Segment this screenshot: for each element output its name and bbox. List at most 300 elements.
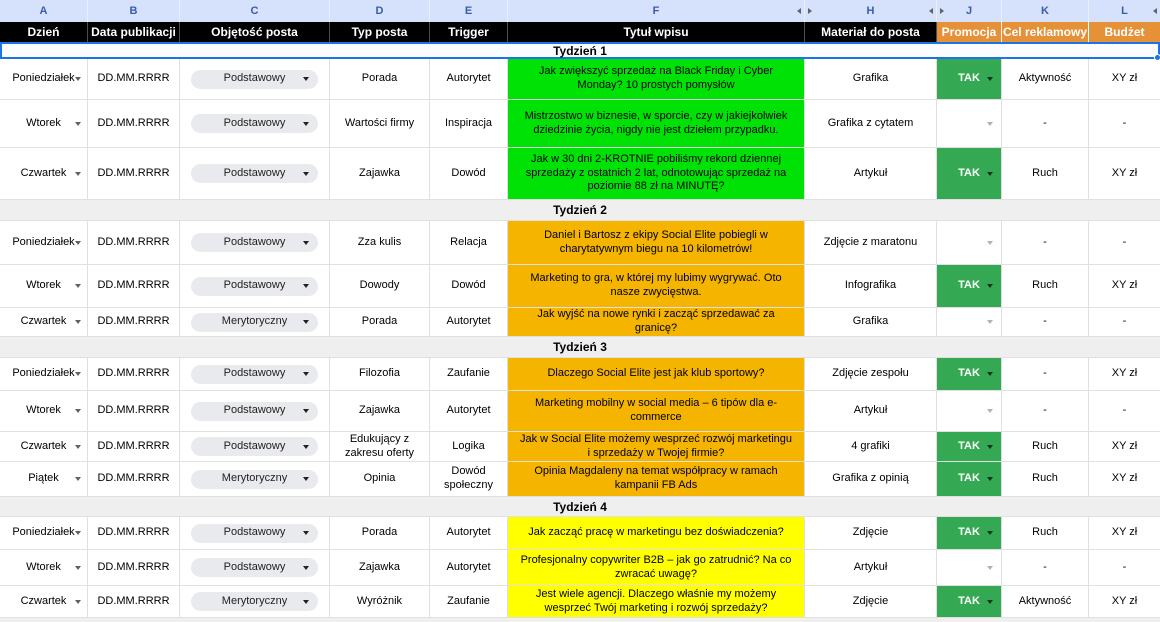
budget-cell[interactable] — [1089, 221, 1160, 265]
header-post-volume[interactable]: Objętość posta — [180, 22, 330, 42]
material-label: Grafika z opinią — [832, 472, 909, 485]
column-header-k[interactable] — [1002, 0, 1089, 22]
ad-goal-cell[interactable] — [1002, 517, 1089, 550]
trigger-cell[interactable] — [430, 517, 508, 550]
column-letters-row — [0, 0, 1160, 22]
material-cell[interactable] — [805, 462, 937, 497]
day-cell[interactable] — [0, 586, 88, 618]
date-cell[interactable] — [88, 59, 180, 100]
post-type-cell[interactable] — [330, 432, 430, 462]
column-header-e[interactable] — [430, 0, 508, 22]
volume-dropdown-label: Merytoryczny — [221, 472, 288, 485]
date-label: DD.MM.RRRR — [97, 315, 170, 328]
table-row — [0, 517, 1160, 550]
day-cell[interactable] — [0, 462, 88, 497]
table-row — [0, 100, 1160, 148]
date-cell[interactable] — [88, 358, 180, 391]
day-cell[interactable] — [0, 59, 88, 100]
post-type-cell[interactable] — [330, 391, 430, 432]
promotion-cell[interactable] — [937, 517, 1002, 550]
ad-goal-label: - — [1043, 367, 1047, 380]
budget-cell[interactable] — [1089, 358, 1160, 391]
post-type-label: Zajawka — [359, 166, 400, 179]
day-cell[interactable] — [0, 550, 88, 586]
post-title-text: Profesjonalny copywriter B2B – jak go zatrudnić? Na co zwracać uwagę? — [520, 553, 792, 580]
trigger-cell[interactable] — [430, 265, 508, 308]
post-type-cell[interactable] — [330, 221, 430, 265]
column-letter: C — [250, 5, 259, 17]
post-title-text: Dlaczego Social Elite jest jak klub sportowy? — [547, 367, 765, 380]
post-title-cell[interactable] — [508, 550, 805, 586]
chevron-down-icon[interactable] — [987, 241, 993, 245]
week-band-label: Tydzień 4 — [553, 499, 607, 514]
week-band-label: Tydzień 2 — [553, 203, 607, 217]
column-header-f[interactable] — [508, 0, 805, 22]
material-cell[interactable] — [805, 100, 937, 148]
chevron-down-icon[interactable] — [75, 241, 81, 245]
volume-dropdown[interactable] — [191, 558, 318, 577]
chevron-down-icon[interactable] — [75, 122, 81, 126]
post-type-cell[interactable] — [330, 462, 430, 497]
post-title-cell[interactable] — [508, 462, 805, 497]
column-letter: H — [866, 5, 875, 17]
header-ad-goal[interactable]: Cel reklamowy — [1002, 22, 1089, 42]
material-cell[interactable] — [805, 358, 937, 391]
ad-goal-cell[interactable] — [1002, 586, 1089, 618]
day-cell[interactable] — [0, 358, 88, 391]
volume-cell[interactable] — [180, 462, 330, 497]
promotion-cell[interactable] — [937, 59, 1002, 100]
day-cell[interactable] — [0, 148, 88, 200]
promotion-cell[interactable] — [937, 586, 1002, 618]
hidden-column-indicator-icon[interactable] — [929, 8, 933, 14]
ad-goal-cell[interactable] — [1002, 432, 1089, 462]
date-label: DD.MM.RRRR — [97, 279, 170, 292]
date-cell[interactable] — [88, 100, 180, 148]
post-type-label: Wyróżnik — [356, 594, 403, 607]
post-type-label: Zza kulis — [357, 235, 402, 248]
day-cell[interactable] — [0, 432, 88, 462]
material-cell[interactable] — [805, 308, 937, 337]
date-label: DD.MM.RRRR — [97, 439, 170, 452]
table-row — [0, 148, 1160, 200]
trigger-label: Dowód — [451, 166, 486, 179]
header-budget[interactable]: Budżet — [1089, 22, 1160, 42]
chevron-down-icon[interactable] — [987, 566, 993, 570]
promotion-cell[interactable] — [937, 432, 1002, 462]
trigger-cell[interactable] — [430, 308, 508, 337]
material-cell[interactable] — [805, 432, 937, 462]
budget-label: - — [1122, 235, 1127, 248]
volume-dropdown-label: Podstawowy — [223, 72, 286, 85]
volume-dropdown[interactable] — [191, 402, 318, 421]
volume-cell[interactable] — [180, 59, 330, 100]
column-header-j[interactable] — [937, 0, 1002, 22]
chevron-down-icon[interactable] — [75, 409, 81, 413]
chevron-down-icon[interactable] — [75, 477, 81, 481]
date-label: DD.MM.RRRR — [97, 560, 170, 573]
header-trigger[interactable]: Trigger — [430, 22, 508, 42]
post-type-cell[interactable] — [330, 265, 430, 308]
ad-goal-label: Ruch — [1032, 472, 1058, 485]
table-row — [0, 432, 1160, 462]
volume-cell[interactable] — [180, 148, 330, 200]
volume-cell[interactable] — [180, 308, 330, 337]
chevron-down-icon[interactable] — [987, 531, 993, 535]
day-label: Poniedziałek — [12, 235, 75, 248]
post-type-label: Opinia — [363, 472, 396, 485]
ad-goal-cell[interactable] — [1002, 462, 1089, 497]
material-label: Artykuł — [853, 166, 888, 179]
trigger-label: Logika — [452, 439, 485, 452]
post-title-cell[interactable] — [508, 59, 805, 100]
promotion-cell[interactable] — [937, 148, 1002, 200]
post-type-cell[interactable] — [330, 586, 430, 618]
trigger-label: Zaufanie — [447, 594, 490, 607]
volume-cell[interactable] — [180, 265, 330, 308]
ad-goal-cell[interactable] — [1002, 550, 1089, 586]
volume-cell[interactable] — [180, 517, 330, 550]
table-row — [0, 550, 1160, 586]
ad-goal-cell[interactable] — [1002, 265, 1089, 308]
chevron-down-icon[interactable] — [75, 445, 81, 449]
volume-cell[interactable] — [180, 550, 330, 586]
header-promotion[interactable]: Promocja — [937, 22, 1002, 42]
material-label: Zdjęcie z maratonu — [823, 235, 918, 248]
budget-cell[interactable] — [1089, 550, 1160, 586]
day-label: Poniedziałek — [12, 367, 75, 380]
chevron-down-icon[interactable] — [987, 600, 993, 604]
promotion-cell[interactable] — [937, 550, 1002, 586]
volume-dropdown[interactable] — [191, 313, 318, 332]
chevron-down-icon[interactable] — [75, 531, 81, 535]
hidden-column-indicator-icon[interactable] — [940, 8, 944, 14]
promotion-label: TAK — [958, 594, 980, 607]
table-row — [0, 59, 1160, 100]
budget-cell[interactable] — [1089, 148, 1160, 200]
ad-goal-cell[interactable] — [1002, 358, 1089, 391]
material-label: Grafika — [852, 72, 889, 85]
chevron-down-icon[interactable] — [987, 172, 993, 176]
selection-fill-handle[interactable] — [1154, 54, 1160, 61]
material-label: Artykuł — [853, 560, 888, 573]
date-cell[interactable] — [88, 221, 180, 265]
post-title-cell[interactable] — [508, 517, 805, 550]
column-letter: A — [39, 5, 48, 17]
ad-goal-label: Ruch — [1032, 279, 1058, 292]
day-cell[interactable] — [0, 308, 88, 337]
post-title-cell[interactable] — [508, 391, 805, 432]
post-type-label: Wartości firmy — [344, 116, 415, 129]
date-label: DD.MM.RRRR — [97, 404, 170, 417]
budget-label: - — [1122, 315, 1127, 328]
weeks-container — [0, 42, 1160, 622]
trigger-label: Autorytet — [446, 315, 491, 328]
header-day[interactable]: Dzień — [0, 22, 88, 42]
trigger-cell[interactable] — [430, 586, 508, 618]
day-cell[interactable] — [0, 221, 88, 265]
day-label: Wtorek — [26, 560, 61, 573]
post-title-cell[interactable] — [508, 586, 805, 618]
chevron-down-icon[interactable] — [987, 372, 993, 376]
column-header-b[interactable] — [88, 0, 180, 22]
header-post-material[interactable]: Materiał do posta — [805, 22, 937, 42]
column-letter: K — [1041, 5, 1049, 17]
post-title-cell[interactable] — [508, 358, 805, 391]
volume-cell[interactable] — [180, 432, 330, 462]
week-band-row[interactable] — [0, 200, 1160, 221]
trigger-cell[interactable] — [430, 148, 508, 200]
date-label: DD.MM.RRRR — [97, 235, 170, 248]
chevron-down-icon[interactable] — [987, 77, 993, 81]
day-cell[interactable] — [0, 517, 88, 550]
date-cell[interactable] — [88, 265, 180, 308]
date-label: DD.MM.RRRR — [97, 72, 170, 85]
trigger-label: Autorytet — [446, 404, 491, 417]
material-label: Grafika z cytatem — [827, 116, 914, 129]
date-cell[interactable] — [88, 517, 180, 550]
volume-cell[interactable] — [180, 358, 330, 391]
budget-label: XY zł — [1111, 526, 1138, 539]
chevron-down-icon[interactable] — [75, 172, 81, 176]
week-band-row[interactable] — [0, 497, 1160, 517]
volume-dropdown[interactable] — [191, 437, 318, 456]
day-label: Piątek — [28, 472, 59, 485]
chevron-down-icon — [303, 409, 309, 413]
trigger-label: Dowód — [451, 279, 486, 292]
date-cell[interactable] — [88, 148, 180, 200]
post-title-text: Jest wiele agencji. Dlaczego właśnie my możemy wesprzeć Twój marketing i rozwój sprzedaży? — [535, 587, 777, 614]
chevron-down-icon[interactable] — [987, 284, 993, 288]
volume-dropdown[interactable] — [191, 70, 318, 89]
chevron-down-icon[interactable] — [75, 284, 81, 288]
date-cell[interactable] — [88, 432, 180, 462]
ad-goal-cell[interactable] — [1002, 148, 1089, 200]
volume-dropdown[interactable] — [191, 592, 318, 611]
chevron-down-icon — [303, 241, 309, 245]
day-label: Wtorek — [26, 404, 61, 417]
chevron-down-icon[interactable] — [75, 600, 81, 604]
volume-cell[interactable] — [180, 586, 330, 618]
post-title-text: Mistrzostwo w biznesie, w sporcie, czy w jakiejkolwiek dziedzinie życia, nigdy nie jest dziełem przypadku. — [524, 109, 788, 136]
post-type-cell[interactable] — [330, 550, 430, 586]
hidden-column-indicator-icon[interactable] — [808, 8, 812, 14]
table-row — [0, 358, 1160, 391]
post-type-label: Zajawka — [359, 560, 400, 573]
material-cell[interactable] — [805, 586, 937, 618]
volume-dropdown[interactable] — [191, 365, 318, 384]
day-label: Poniedziałek — [12, 526, 75, 539]
post-title-cell[interactable] — [508, 148, 805, 200]
volume-dropdown-label: Podstawowy — [223, 560, 286, 573]
chevron-down-icon[interactable] — [987, 445, 993, 449]
week-band-row[interactable] — [0, 337, 1160, 358]
chevron-down-icon — [303, 320, 309, 324]
chevron-down-icon[interactable] — [987, 477, 993, 481]
ad-goal-cell[interactable] — [1002, 221, 1089, 265]
chevron-down-icon — [303, 531, 309, 535]
post-title-text: Jak zwiększyć sprzedaż na Black Friday i Cyber Monday? 10 prostych pomysłów — [538, 65, 774, 91]
material-cell[interactable] — [805, 265, 937, 308]
hidden-column-indicator-icon[interactable] — [1153, 8, 1157, 14]
budget-label: XY zł — [1111, 594, 1138, 607]
volume-cell[interactable] — [180, 100, 330, 148]
budget-cell[interactable] — [1089, 59, 1160, 100]
promotion-cell[interactable] — [937, 221, 1002, 265]
promotion-label: TAK — [958, 279, 980, 292]
post-title-cell[interactable] — [508, 221, 805, 265]
date-cell[interactable] — [88, 550, 180, 586]
trigger-cell[interactable] — [430, 462, 508, 497]
chevron-down-icon[interactable] — [987, 122, 993, 126]
date-cell[interactable] — [88, 462, 180, 497]
column-letter: D — [375, 5, 384, 17]
budget-cell[interactable] — [1089, 462, 1160, 497]
header-publish-date[interactable]: Data publikacji — [88, 22, 180, 42]
material-cell[interactable] — [805, 517, 937, 550]
post-title-text: Jak w 30 dni 2-KROTNIE pobiliśmy rekord dziennej sprzedaży z ostatnich 2 lat, odnotowując sprzedaż na poziomie 88 zł na MINUTĘ? — [525, 152, 787, 193]
volume-dropdown[interactable] — [191, 470, 318, 489]
date-cell[interactable] — [88, 391, 180, 432]
date-cell[interactable] — [88, 586, 180, 618]
budget-label: XY zł — [1111, 72, 1138, 85]
promotion-cell[interactable] — [937, 100, 1002, 148]
date-label: DD.MM.RRRR — [97, 594, 170, 607]
header-post-type[interactable]: Typ posta — [330, 22, 430, 42]
column-header-a[interactable] — [0, 0, 88, 22]
chevron-down-icon[interactable] — [987, 409, 993, 413]
chevron-down-icon — [303, 372, 309, 376]
promotion-cell[interactable] — [937, 358, 1002, 391]
volume-dropdown[interactable] — [191, 277, 318, 296]
column-header-c[interactable] — [180, 0, 330, 22]
volume-dropdown-label: Merytoryczny — [221, 315, 288, 328]
post-title-cell[interactable] — [508, 432, 805, 462]
next-week-band-partial — [0, 618, 1160, 622]
budget-cell[interactable] — [1089, 586, 1160, 618]
date-cell[interactable] — [88, 308, 180, 337]
post-type-cell[interactable] — [330, 517, 430, 550]
post-title-cell[interactable] — [508, 308, 805, 337]
budget-cell[interactable] — [1089, 100, 1160, 148]
trigger-cell[interactable] — [430, 100, 508, 148]
ad-goal-cell[interactable] — [1002, 308, 1089, 337]
trigger-cell[interactable] — [430, 391, 508, 432]
chevron-down-icon — [303, 122, 309, 126]
week-band-label: Tydzień 1 — [553, 43, 607, 58]
table-row — [0, 265, 1160, 308]
material-cell[interactable] — [805, 221, 937, 265]
budget-label: XY zł — [1111, 367, 1138, 380]
post-type-cell[interactable] — [330, 100, 430, 148]
budget-cell[interactable] — [1089, 391, 1160, 432]
budget-label: XY zł — [1111, 439, 1138, 452]
post-type-cell[interactable] — [330, 308, 430, 337]
hidden-column-indicator-icon[interactable] — [797, 8, 801, 14]
date-label: DD.MM.RRRR — [97, 367, 170, 380]
trigger-cell[interactable] — [430, 221, 508, 265]
ad-goal-label: - — [1043, 235, 1047, 248]
column-header-h[interactable] — [805, 0, 937, 22]
chevron-down-icon[interactable] — [75, 320, 81, 324]
budget-cell[interactable] — [1089, 265, 1160, 308]
volume-dropdown-label: Podstawowy — [223, 404, 286, 417]
post-title-cell[interactable] — [508, 265, 805, 308]
week-band-row[interactable] — [0, 42, 1160, 59]
volume-dropdown-label: Podstawowy — [223, 367, 286, 380]
material-label: 4 grafiki — [851, 439, 890, 452]
trigger-cell[interactable] — [430, 432, 508, 462]
trigger-label: Dowód społeczny — [444, 465, 493, 491]
promotion-cell[interactable] — [937, 265, 1002, 308]
volume-dropdown[interactable] — [191, 233, 318, 252]
chevron-down-icon — [303, 77, 309, 81]
promotion-cell[interactable] — [937, 308, 1002, 337]
day-cell[interactable] — [0, 100, 88, 148]
post-type-label: Porada — [361, 72, 398, 85]
column-header-l[interactable] — [1089, 0, 1160, 22]
budget-cell[interactable] — [1089, 308, 1160, 337]
chevron-down-icon[interactable] — [75, 566, 81, 570]
week-band-label: Tydzień 3 — [553, 340, 607, 354]
trigger-cell[interactable] — [430, 59, 508, 100]
trigger-label: Zaufanie — [447, 367, 490, 380]
ad-goal-cell[interactable] — [1002, 391, 1089, 432]
day-cell[interactable] — [0, 265, 88, 308]
chevron-down-icon[interactable] — [75, 372, 81, 376]
column-header-d[interactable] — [330, 0, 430, 22]
chevron-down-icon[interactable] — [75, 77, 81, 81]
material-cell[interactable] — [805, 391, 937, 432]
budget-cell[interactable] — [1089, 432, 1160, 462]
volume-dropdown[interactable] — [191, 164, 318, 183]
trigger-cell[interactable] — [430, 550, 508, 586]
post-title-cell[interactable] — [508, 100, 805, 148]
header-post-title[interactable]: Tytuł wpisu — [508, 22, 805, 42]
volume-cell[interactable] — [180, 391, 330, 432]
promotion-label: TAK — [958, 367, 980, 380]
day-cell[interactable] — [0, 391, 88, 432]
chevron-down-icon — [303, 172, 309, 176]
material-cell[interactable] — [805, 59, 937, 100]
post-type-cell[interactable] — [330, 358, 430, 391]
promotion-cell[interactable] — [937, 391, 1002, 432]
ad-goal-label: Ruch — [1032, 166, 1058, 179]
post-type-cell[interactable] — [330, 148, 430, 200]
promotion-label: TAK — [958, 439, 980, 452]
material-cell[interactable] — [805, 148, 937, 200]
volume-cell[interactable] — [180, 221, 330, 265]
chevron-down-icon[interactable] — [987, 320, 993, 324]
material-cell[interactable] — [805, 550, 937, 586]
ad-goal-label: - — [1043, 560, 1047, 573]
table-row — [0, 391, 1160, 432]
ad-goal-cell[interactable] — [1002, 100, 1089, 148]
post-type-cell[interactable] — [330, 59, 430, 100]
day-label: Poniedziałek — [12, 72, 75, 85]
volume-dropdown[interactable] — [191, 524, 318, 543]
volume-dropdown[interactable] — [191, 114, 318, 133]
ad-goal-label: Aktywność — [1018, 72, 1072, 85]
promotion-cell[interactable] — [937, 462, 1002, 497]
ad-goal-cell[interactable] — [1002, 59, 1089, 100]
day-label: Czwartek — [20, 439, 67, 452]
post-title-text: Marketing to gra, w której my lubimy wygrywać. Oto nasze zwycięstwa. — [530, 272, 782, 298]
budget-label: - — [1122, 404, 1127, 417]
budget-cell[interactable] — [1089, 517, 1160, 550]
trigger-cell[interactable] — [430, 358, 508, 391]
volume-dropdown-label: Podstawowy — [223, 166, 286, 179]
